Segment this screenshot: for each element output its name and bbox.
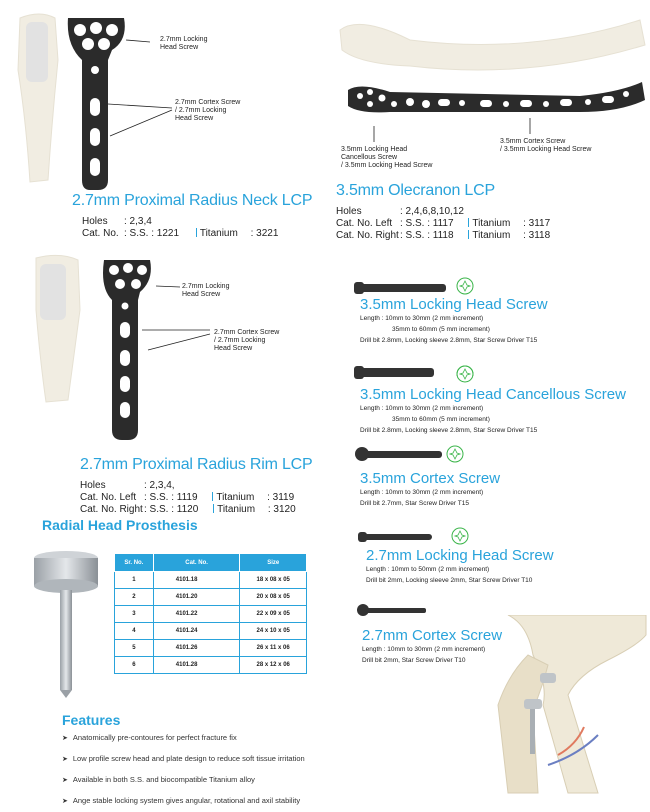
holes-value: : 2,3,4, [144, 480, 175, 491]
callout-line: 2.7mm Cortex Screw [214, 329, 280, 336]
header-size: Size [240, 554, 307, 572]
cell-cat: 4101.22 [153, 606, 240, 623]
cell-cat: 4101.26 [153, 640, 240, 657]
arrow-icon: ➤ [62, 756, 68, 763]
cat-right-ss: : S.S. : 1118 [400, 230, 454, 241]
cat-left-label: Cat. No. Left [336, 218, 393, 229]
screw-spec: Length : 10mm to 30mm (2 mm increment) [360, 315, 484, 322]
feature-item [62, 728, 305, 749]
screw-spec: Length : 10mm to 30mm (2 mm increment) [362, 646, 486, 653]
titanium-separator [196, 228, 197, 237]
cell-size: 26 x 11 x 06 [240, 640, 307, 657]
titanium-label: Titanium [216, 492, 255, 503]
callout-line: Head Screw [160, 44, 199, 51]
table-row [115, 606, 307, 623]
cell-sr: 1 [115, 572, 154, 589]
cell-size: 28 x 12 x 06 [240, 657, 307, 674]
screw-spec: Length : 10mm to 30mm (2 mm increment) [360, 489, 484, 496]
header-cat-no: Cat. No. [153, 554, 240, 572]
feature-item [62, 749, 305, 770]
rim-callout-cortex [214, 329, 279, 353]
screw-3-5-locking [360, 296, 548, 346]
callout-line: 2.7mm Locking [160, 36, 208, 43]
screw-title: 3.5mm Locking Head Screw [360, 296, 548, 313]
screw-spec: 35mm to 60mm (5 mm increment) [392, 416, 490, 423]
table-row [115, 589, 307, 606]
olecranon-lcp-illustration [330, 0, 650, 150]
feature-text: Ange stable locking system gives angular, rotational and axil stability [72, 796, 301, 805]
titanium-label: Titanium [217, 504, 256, 515]
screw-spec: Length : 10mm to 30mm (2 mm increment) [360, 405, 484, 412]
titanium-label: Titanium [199, 228, 238, 239]
feature-text: Anatomically pre-contoures for perfect fracture fix [72, 733, 237, 742]
star-drive-icon [445, 444, 465, 464]
screw-spec: Drill bit 2.8mm, Locking sleeve 2.8mm, Star Screw Driver T15 [360, 337, 538, 344]
titanium-left-value: : 3119 [267, 492, 295, 503]
cell-cat: 4101.28 [153, 657, 240, 674]
neck-callout-locking [160, 36, 207, 52]
callout-line: / 3.5mm Locking Head Screw [500, 146, 592, 153]
callout-line: Cancellous Screw [341, 154, 398, 161]
cell-cat: 4101.20 [153, 589, 240, 606]
olecranon-callout-right [500, 138, 591, 154]
holes-label: Holes [80, 480, 106, 491]
titanium-separator [213, 504, 214, 513]
arrow-icon: ➤ [62, 798, 68, 805]
cat-left-ss: : S.S. : 1119 [144, 492, 198, 503]
arrow-icon: ➤ [62, 777, 68, 784]
cat-right-label: Cat. No. Right [80, 504, 143, 515]
screw-spec: Drill bit 2.8mm, Locking sleeve 2.8mm, Star Screw Driver T15 [360, 427, 538, 434]
holes-value: : 2,4,6,8,10,12 [400, 206, 464, 217]
callout-line: 3.5mm Cortex Screw [500, 138, 566, 145]
cell-size: 20 x 08 x 05 [240, 589, 307, 606]
titanium-value: : 3221 [250, 228, 279, 239]
screw-spec: Drill bit 2mm, Locking sleeve 2mm, Star Screw Driver T10 [366, 577, 533, 584]
cat-left-label: Cat. No. Left [80, 492, 137, 503]
screw-spec: Length : 10mm to 50mm (2 mm increment) [366, 566, 490, 573]
titanium-right-value: : 3120 [267, 504, 296, 515]
elbow-joint-illustration [488, 615, 648, 795]
cell-sr: 5 [115, 640, 154, 657]
prosthesis-heading: Radial Head Prosthesis [42, 517, 198, 533]
callout-line: / 3.5mm Locking Head Screw [341, 162, 433, 169]
neck-lcp-specs [82, 216, 278, 240]
screw-title: 2.7mm Cortex Screw [362, 627, 503, 644]
cat-label: Cat. No. [82, 228, 119, 239]
screw-2-7-cortex [362, 627, 502, 666]
titanium-separator [468, 230, 469, 239]
screw-2-7-locking [366, 547, 554, 586]
holes-label: Holes [336, 206, 362, 217]
callout-line: 2.7mm Locking [182, 283, 230, 290]
neck-callout-cortex [175, 99, 240, 123]
table-row [115, 657, 307, 674]
header-sr-no: Sr. No. [115, 554, 154, 572]
star-drive-icon [455, 364, 475, 384]
prosthesis-illustration [28, 548, 108, 698]
cell-cat: 4101.24 [153, 623, 240, 640]
olecranon-lcp-specs [336, 206, 550, 242]
neck-lcp-title: 2.7mm Proximal Radius Neck LCP [72, 192, 313, 209]
cell-size: 22 x 09 x 05 [240, 606, 307, 623]
feature-item [62, 770, 305, 791]
cat-right-ss: : S.S. : 1120 [144, 504, 199, 515]
cat-left-ss: : S.S. : 1117 [400, 218, 454, 229]
feature-text: Low profile screw head and plate design to reduce soft tissue irritation [72, 754, 305, 763]
table-row [115, 640, 307, 657]
screw-title: 2.7mm Locking Head Screw [366, 547, 554, 564]
cell-sr: 3 [115, 606, 154, 623]
screw-title: 3.5mm Locking Head Cancellous Screw [360, 386, 626, 403]
titanium-separator [468, 218, 469, 227]
rim-lcp-specs [80, 480, 296, 516]
titanium-label: Titanium [472, 230, 511, 241]
cat-right-label: Cat. No. Right [336, 230, 399, 241]
callout-line: Head Screw [182, 291, 221, 298]
callout-line: 3.5mm Locking Head [341, 146, 408, 153]
cat-ss-value: : S.S. : 1221 [124, 228, 180, 239]
arrow-icon: ➤ [62, 735, 68, 742]
star-drive-icon [450, 526, 470, 546]
callout-line: Head Screw [175, 115, 214, 122]
holes-label: Holes [82, 216, 108, 227]
callout-line: 2.7mm Cortex Screw [175, 99, 241, 106]
cell-cat: 4101.18 [153, 572, 240, 589]
table-header-row [115, 554, 307, 572]
prosthesis-size-table [114, 553, 307, 674]
features-list [62, 728, 305, 812]
rim-callout-locking [182, 283, 229, 299]
cell-sr: 6 [115, 657, 154, 674]
screw-3-5-cancellous [360, 386, 626, 436]
screw-spec: Drill bit 2mm, Star Screw Driver T10 [362, 657, 466, 664]
table-row [115, 623, 307, 640]
titanium-right-value: : 3118 [523, 230, 551, 241]
titanium-left-value: : 3117 [523, 218, 551, 229]
callout-line: Head Screw [214, 345, 253, 352]
cell-sr: 2 [115, 589, 154, 606]
features-heading: Features [62, 712, 121, 728]
cell-sr: 4 [115, 623, 154, 640]
screw-spec: Drill bit 2.7mm, Star Screw Driver T15 [360, 500, 469, 507]
olecranon-lcp-title: 3.5mm Olecranon LCP [336, 182, 495, 199]
callout-line: / 2.7mm Locking [175, 107, 227, 114]
screw-spec: 35mm to 60mm (5 mm increment) [392, 326, 490, 333]
screw-3-5-cortex [360, 470, 500, 509]
cell-size: 18 x 08 x 05 [240, 572, 307, 589]
titanium-separator [212, 492, 213, 501]
table-row [115, 572, 307, 589]
olecranon-callout-left [341, 146, 432, 170]
callout-line: / 2.7mm Locking [214, 337, 266, 344]
feature-item [62, 791, 305, 812]
rim-lcp-title: 2.7mm Proximal Radius Rim LCP [80, 456, 313, 473]
screw-title: 3.5mm Cortex Screw [360, 470, 501, 487]
holes-value: : 2,3,4 [124, 216, 152, 227]
cell-size: 24 x 10 x 05 [240, 623, 307, 640]
feature-text: Available in both S.S. and biocompatible Titanium alloy [72, 775, 255, 784]
titanium-label: Titanium [472, 218, 511, 229]
